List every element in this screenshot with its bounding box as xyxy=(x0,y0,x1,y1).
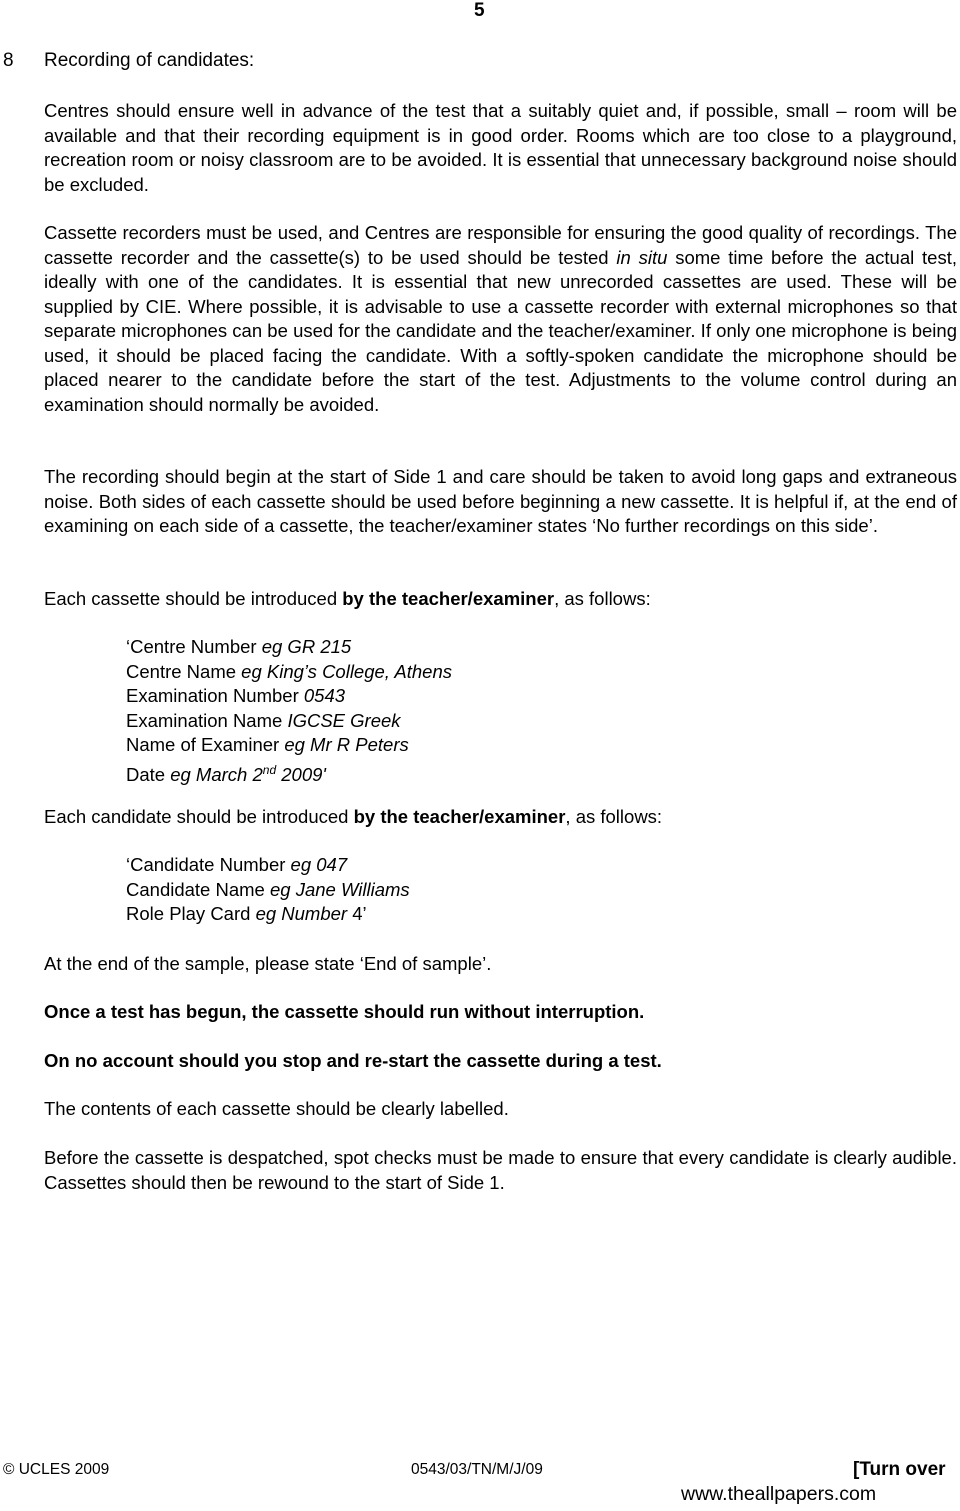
paragraph-spot-checks: Before the cassette is despatched, spot checks must be made to ensure that every candidate is clearly audible. Cassettes should then be rewound to the start of Side 1. xyxy=(44,1147,957,1193)
paragraph-no-interruption: Once a test has begun, the cassette should run without interruption. xyxy=(44,1001,645,1022)
footer-url: www.theallpapers.com xyxy=(681,1483,877,1505)
list-item: Candidate Name eg Jane Williams xyxy=(126,878,410,900)
list-item: ‘Candidate Number eg 047 xyxy=(126,854,348,875)
paragraph-no-restart: On no account should you stop and re-start the cassette during a test. xyxy=(44,1050,662,1071)
list-item: Date eg March 2nd 2009' xyxy=(126,762,326,785)
cassette-intro-list xyxy=(126,635,452,787)
paragraph-cassette-intro: Each cassette should be introduced by the teacher/examiner, as follows: xyxy=(44,588,651,609)
paragraph-cassette-recorders: Cassette recorders must be used, and Centres are responsible for ensuring the good quality of recordings. The cassette recorder and the cassette(s) to be used should be tested in situ some time before the actual test, ideally with one of the candidates. It is essential that new unrecorded cassettes are used. These will be supplied by CIE. Where possible, it is advisable to use a cassette recorder with external microphones so that separate microphones can be used for the candidate and the teacher/examiner. If only one microphone is being used, it should be placed facing the candidate. With a softly-spoken candidate the microphone should be placed nearer to the candidate before the start of the test. Adjustments to the volume control during an examination should normally be avoided. xyxy=(44,222,957,415)
page-number: 5 xyxy=(474,0,485,21)
paragraph-recording-start: The recording should begin at the start of Side 1 and care should be taken to avoid long gaps and extraneous noise. Both sides of each cassette should be used before beginning a new cassette. It is helpful if, at the end of examining on each side of a cassette, the teacher/examiner states ‘No further recordings on this side’. xyxy=(44,466,957,536)
list-item: Examination Name IGCSE Greek xyxy=(126,709,401,731)
paragraph-labelling: The contents of each cassette should be clearly labelled. xyxy=(44,1098,509,1119)
list-item: Name of Examiner eg Mr R Peters xyxy=(126,734,409,755)
footer-copyright: © UCLES 2009 xyxy=(3,1461,110,1478)
paragraph-room: Centres should ensure well in advance of the test that a suitably quiet and, if possible, small – room will be available and that their recording equipment is in good order. Rooms which are too close to a playground, recreation room or noisy classroom are to be avoided. It is essential that unnecessary background noise should be excluded. xyxy=(44,100,957,195)
candidate-intro-list xyxy=(126,853,410,927)
in-situ-text: in situ xyxy=(616,246,668,268)
paragraph-end-of-sample: At the end of the sample, please state ‘End of sample’. xyxy=(44,953,492,974)
list-item: Role Play Card eg Number 4’ xyxy=(126,903,367,924)
list-item: Centre Name eg King’s College, Athens xyxy=(126,660,452,682)
section-number: 8 xyxy=(3,50,14,71)
list-item: ‘Centre Number eg GR 215 xyxy=(126,636,352,657)
paragraph-candidate-intro: Each candidate should be introduced by the teacher/examiner, as follows: xyxy=(44,806,663,827)
list-item: Examination Number 0543 xyxy=(126,685,346,706)
section-title: Recording of candidates: xyxy=(44,50,255,71)
footer-code: 0543/03/TN/M/J/09 xyxy=(411,1461,543,1478)
turn-over-label: [Turn over xyxy=(853,1459,946,1480)
